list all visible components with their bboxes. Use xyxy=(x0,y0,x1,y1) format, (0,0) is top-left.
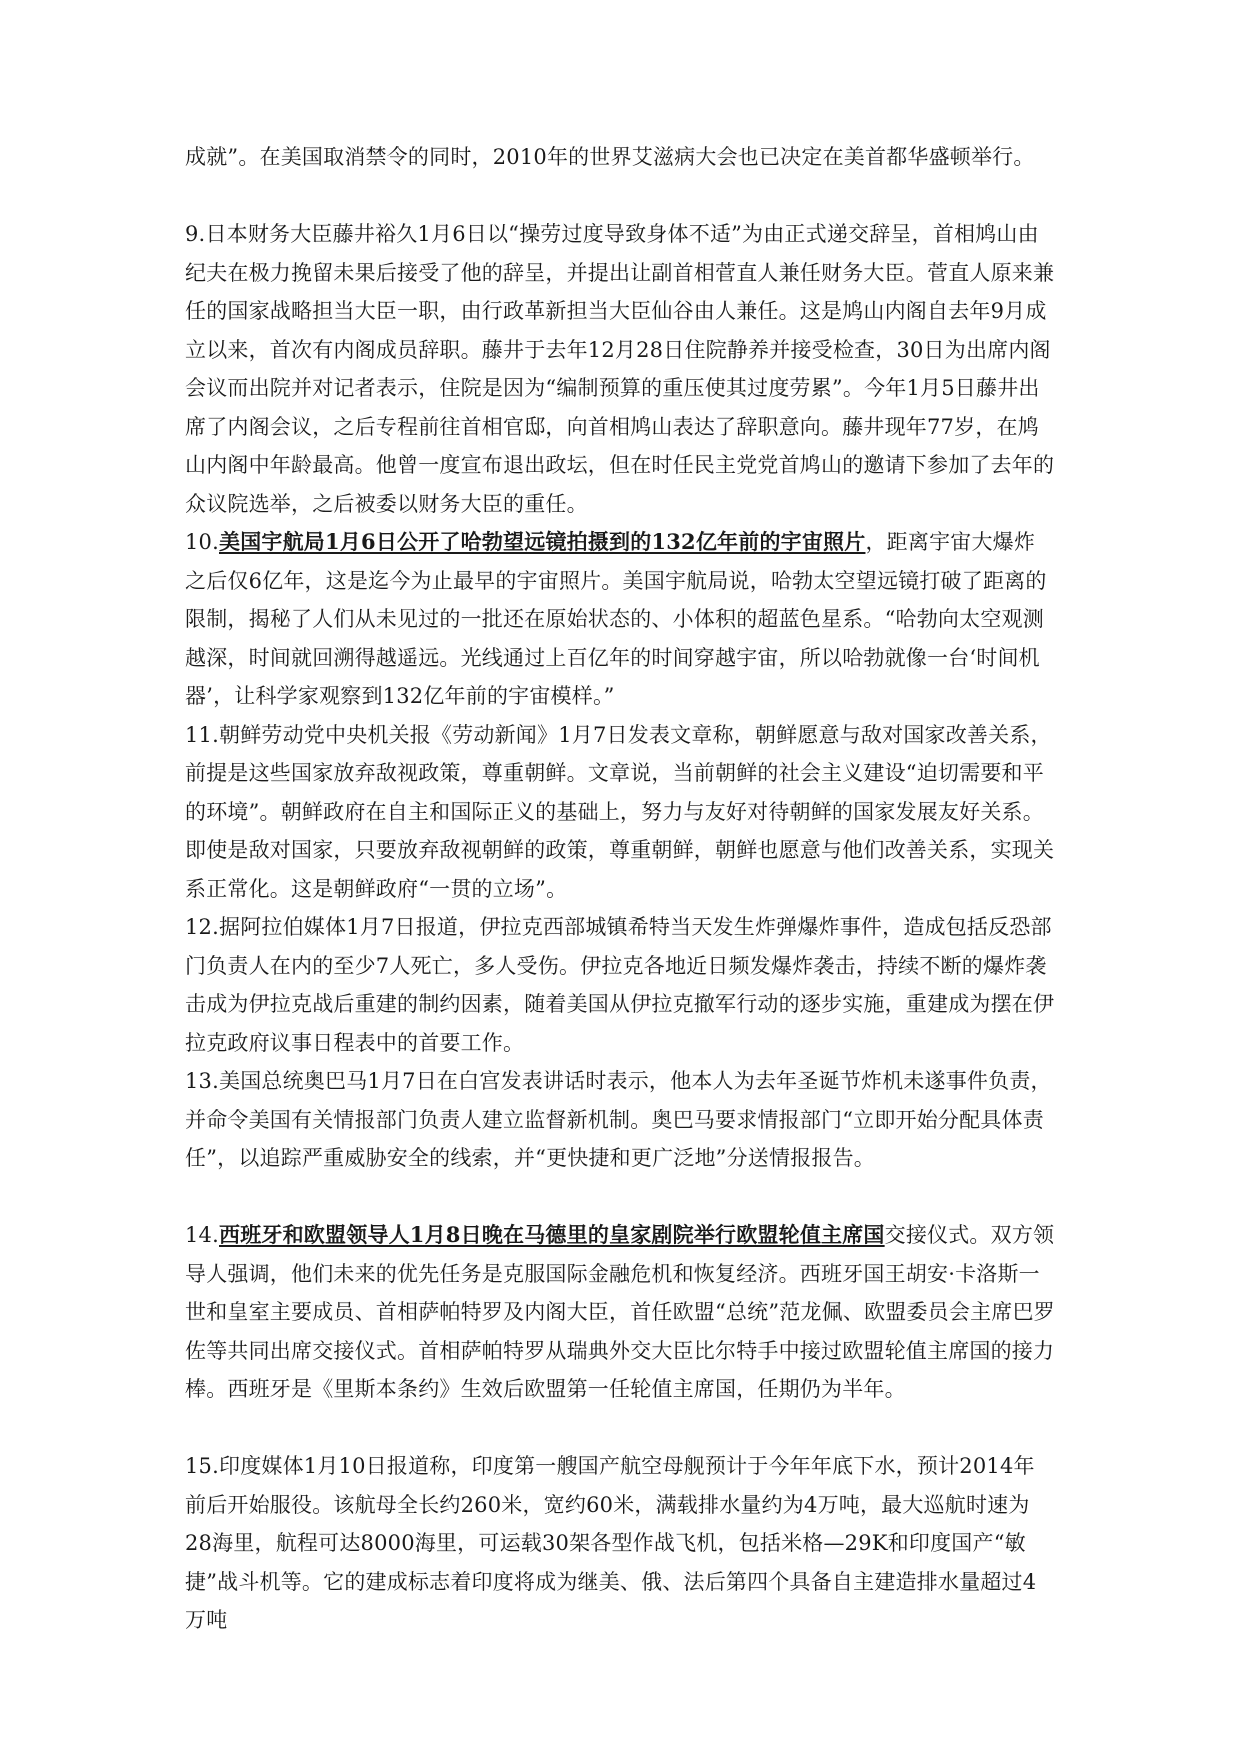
paragraph-text: 日本财务大臣藤井裕久1月6日以“操劳过度导致身体不适”为由正式递交辞呈，首相鸠山由纪夫在极力挽留未果后接受了他的辞呈，并提出让副首相菅直人兼任财务大臣。菅直人原来兼任的国家战略担当大臣一职，由行政革新担当大臣仙谷由人兼任。这是鸠山内阁自去年9月成立以来，首次有内阁成员辞职。藤井于去年12月28日住院静养并接受检查，30日为出席内阁会议而出院并对记者表示，住院是因为“编制预算的重压使其过度劳累”。今年1月5日藤井出席了内阁会议，之后专程前往首相官邸，向首相鸠山表达了辞职意向。藤井现年77岁，在鸠山内阁中年龄最高。他曾一度宣布退出政坛，但在时任民主党党首鸠山的邀请下参加了去年的众议院选举，之后被委以财务大臣的重任。 xyxy=(185,222,1055,516)
document-page xyxy=(185,138,1055,1640)
item-number: 12. xyxy=(185,915,219,939)
paragraph-gap xyxy=(185,177,1055,216)
item-number: 11. xyxy=(185,722,219,747)
paragraph-text: 印度媒体1月10日报道称，印度第一艘国产航空母舰预计于今年年底下水，预计2014年前后开始服役。该航母全长约260米，宽约60米，满载排水量约为4万吨，最大巡航时速为28海里，航程可达8000海里，可运载30架各型作战飞机，包括米格—29K和印度国产“敏捷”战斗机等。它的建成标志着印度将成为继美、俄、法后第四个具备自主建造排水量超过4万吨 xyxy=(185,1454,1037,1632)
item-number: 10. xyxy=(185,530,219,554)
item-number: 14. xyxy=(185,1223,219,1247)
paragraph-text: 朝鲜劳动党中央机关报《劳动新闻》1月7日发表文章称，朝鲜愿意与敌对国家改善关系，前提是这些国家放弃敌视政策，尊重朝鲜。文章说，当前朝鲜的社会主义建设“迫切需要和平的环境”。朝鲜政府在自主和国际正义的基础上，努力与友好对待朝鲜的国家发展友好关系。即使是敌对国家，只要放弃敌视朝鲜的政策，尊重朝鲜，朝鲜也愿意与他们改善关系，实现关系正常化。这是朝鲜政府“一贯的立场”。 xyxy=(185,722,1055,901)
news-item-9 xyxy=(185,215,1055,523)
highlighted-headline: 美国宇航局1月6日公开了哈勃望远镜拍摄到的132亿年前的宇宙照片 xyxy=(219,529,866,554)
paragraph-gap xyxy=(185,1178,1055,1217)
paragraph-text: 美国总统奥巴马1月7日在白宫发表讲话时表示，他本人为去年圣诞节炸机未遂事件负责，并命令美国有关情报部门负责人建立监督新机制。奥巴马要求情报部门“立即开始分配具体责任”，以追踪严重威胁安全的线索，并“更快捷和更广泛地”分送情报报告。 xyxy=(185,1069,1052,1170)
news-item-13 xyxy=(185,1062,1055,1178)
news-item-14 xyxy=(185,1216,1055,1409)
paragraph-text: ，距离宇宙大爆炸之后仅6亿年，这是迄今为止最早的宇宙照片。美国宇航局说，哈勃太空望远镜打破了距离的限制，揭秘了人们从未见过的一批还在原始状态的、小体积的超蓝色星系。“哈勃向太空观测越深，时间就回溯得越遥远。光线通过上百亿年的时间穿越宇宙，所以哈勃就像一台‘时间机器’，让科学家观察到132亿年前的宇宙模样。” xyxy=(185,530,1047,708)
news-item-10 xyxy=(185,523,1055,716)
paragraph-gap xyxy=(185,1409,1055,1448)
news-item-12 xyxy=(185,908,1055,1062)
paragraph-continuation xyxy=(185,138,1055,177)
highlighted-headline: 西班牙和欧盟领导人1月8日晚在马德里的皇家剧院举行欧盟轮值主席国 xyxy=(219,1222,885,1247)
paragraph-text: 成就”。在美国取消禁令的同时，2010年的世界艾滋病大会也已决定在美首都华盛顿举行。 xyxy=(185,145,1035,169)
news-item-11 xyxy=(185,716,1055,909)
item-number: 13. xyxy=(185,1069,219,1093)
paragraph-text: 据阿拉伯媒体1月7日报道，伊拉克西部城镇希特当天发生炸弹爆炸事件，造成包括反恐部门负责人在内的至少7人死亡，多人受伤。伊拉克各地近日频发爆炸袭击，持续不断的爆炸袭击成为伊拉克战后重建的制约因素，随着美国从伊拉克撤军行动的逐步实施，重建成为摆在伊拉克政府议事日程表中的首要工作。 xyxy=(185,915,1055,1055)
news-item-15 xyxy=(185,1447,1055,1640)
paragraph-text: 交接仪式。双方领导人强调，他们未来的优先任务是克服国际金融危机和恢复经济。西班牙国王胡安·卡洛斯一世和皇室主要成员、首相萨帕特罗及内阁大臣，首任欧盟“总统”范龙佩、欧盟委员会主席巴罗佐等共同出席交接仪式。首相萨帕特罗从瑞典外交大臣比尔特手中接过欧盟轮值主席国的接力棒。西班牙是《里斯本条约》生效后欧盟第一任轮值主席国，任期仍为半年。 xyxy=(185,1223,1055,1401)
item-number: 15. xyxy=(185,1454,219,1478)
item-number: 9. xyxy=(185,222,206,246)
